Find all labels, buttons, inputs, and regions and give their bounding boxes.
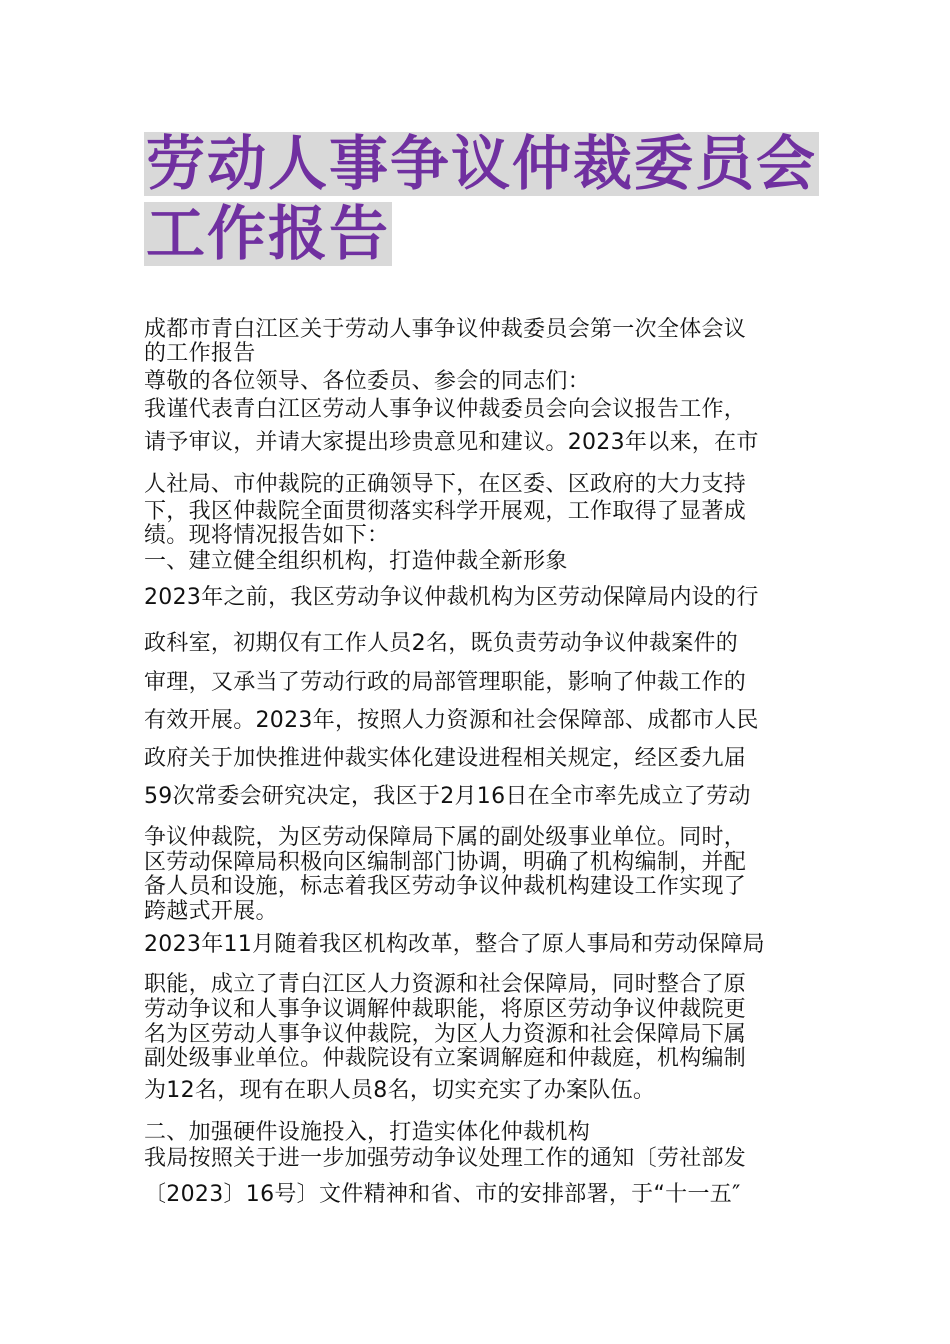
- text-line: 的工作报告: [144, 341, 256, 366]
- text-line: 绩。现将情况报告如下：: [144, 523, 390, 548]
- title-line-2: 工作报告: [146, 199, 391, 268]
- text-line: 2023年11月随着我区机构改革，整合了原人事局和劳动保障局: [144, 932, 765, 957]
- text-line: 尊敬的各位领导、各位委员、参会的同志们：: [144, 369, 591, 394]
- text-line: 有效开展。2023年，按照人力资源和社会保障部、成都市人民: [144, 708, 759, 733]
- document-title: [144, 129, 818, 272]
- text-line: 争议仲裁院，为区劳动保障局下属的副处级事业单位。同时，: [144, 825, 747, 850]
- text-line: 人社局、市仲裁院的正确领导下，在区委、区政府的大力支持: [144, 472, 747, 497]
- text-line: 我局按照关于进一步加强劳动争议处理工作的通知〔劳社部发: [144, 1146, 747, 1171]
- text-line: 为12名，现有在职人员8名，切实充实了办案队伍。: [144, 1078, 656, 1103]
- section-heading: 一、建立健全组织机构，打造仲裁全新形象: [144, 549, 568, 574]
- text-line: 劳动争议和人事争议调解仲裁职能，将原区劳动争议仲裁院更: [144, 997, 747, 1022]
- text-line: 2023年之前，我区劳动争议仲裁机构为区劳动保障局内设的行: [144, 585, 759, 610]
- text-line: 职能，成立了青白江区人力资源和社会保障局，同时整合了原: [144, 972, 747, 997]
- text-line: 副处级事业单位。仲裁院设有立案调解庭和仲裁庭，机构编制: [144, 1046, 747, 1071]
- text-line: 审理，又承当了劳动行政的局部管理职能，影响了仲裁工作的: [144, 670, 747, 695]
- text-line: 下，我区仲裁院全面贯彻落实科学开展观，工作取得了显著成: [144, 499, 747, 524]
- text-line: 跨越式开展。: [144, 899, 278, 924]
- section-heading: 二、加强硬件设施投入，打造实体化仲裁机构: [144, 1120, 591, 1145]
- text-line: 〔2023〕16号〕文件精神和省、市的安排部署，于“十一五″: [144, 1182, 741, 1207]
- text-line: 59次常委会研究决定，我区于2月16日在全市率先成立了劳动: [144, 784, 751, 809]
- text-line: 备人员和设施，标志着我区劳动争议仲裁机构建设工作实现了: [144, 874, 747, 899]
- text-line: 成都市青白江区关于劳动人事争议仲裁委员会第一次全体会议: [144, 317, 747, 342]
- text-line: 区劳动保障局积极向区编制部门协调，明确了机构编制，并配: [144, 850, 747, 875]
- title-line-1: 劳动人事争议仲裁委员会: [146, 129, 818, 198]
- text-line: 名为区劳动人事争议仲裁院，为区人力资源和社会保障局下属: [144, 1022, 747, 1047]
- text-line: 请予审议，并请大家提出珍贵意见和建议。2023年以来，在市: [144, 430, 759, 455]
- text-line: 我谨代表青白江区劳动人事争议仲裁委员会向会议报告工作，: [144, 397, 747, 422]
- text-line: 政科室，初期仅有工作人员2名，既负责劳动争议仲裁案件的: [144, 631, 739, 656]
- text-line: 政府关于加快推进仲裁实体化建设进程相关规定，经区委九届: [144, 746, 747, 771]
